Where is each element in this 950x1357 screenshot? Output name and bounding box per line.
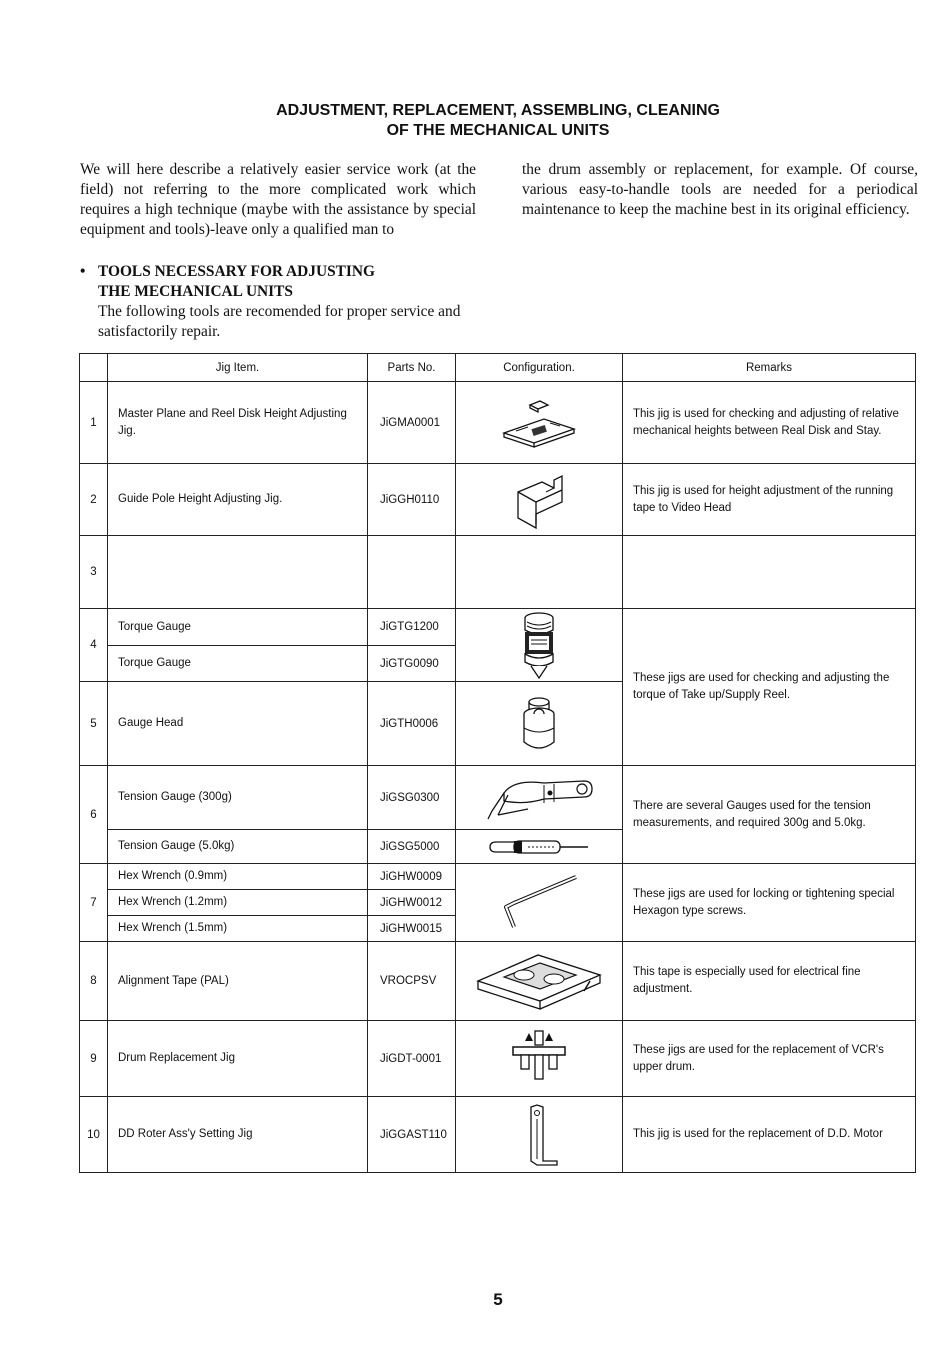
dd-roter-jig-icon xyxy=(517,1101,561,1169)
master-plane-jig-icon xyxy=(494,393,584,453)
parts-no: VROCPSV xyxy=(368,942,456,1021)
bullet: • xyxy=(80,263,86,280)
remarks: This jig is used for height adjustment of the running tape to Video Head xyxy=(623,464,916,536)
jig-item: Tension Gauge (5.0kg) xyxy=(108,830,368,864)
intro-right: the drum assembly or replacement, for example. Of course, various easy-to-handle tools are needed for a periodical maintenance to keep the machine best in its original efficiency. xyxy=(522,161,918,218)
table-row xyxy=(80,609,916,646)
tension-gauge-5kg-icon xyxy=(484,837,594,857)
tools-heading-1: TOOLS NECESSARY FOR ADJUSTING xyxy=(98,263,375,280)
parts-no: JiGHW0012 xyxy=(368,890,456,916)
jig-item: Drum Replacement Jig xyxy=(108,1021,368,1097)
guide-pole-jig-icon xyxy=(504,470,574,530)
row-number: 1 xyxy=(80,382,108,464)
table-row xyxy=(80,864,916,890)
alignment-tape-icon xyxy=(474,951,604,1011)
table-row xyxy=(80,536,916,609)
jig-item: Torque Gauge xyxy=(108,609,368,646)
jig-item: DD Roter Ass'y Setting Jig xyxy=(108,1097,368,1173)
configuration xyxy=(456,682,623,766)
parts-no: JiGTG0090 xyxy=(368,646,456,682)
tools-heading-2: THE MECHANICAL UNITS xyxy=(98,283,293,300)
remarks: This jig is used for the replacement of D.D. Motor xyxy=(623,1097,916,1173)
configuration xyxy=(456,766,623,830)
table-header xyxy=(80,354,916,382)
configuration xyxy=(456,382,623,464)
jig-item: Guide Pole Height Adjusting Jig. xyxy=(108,464,368,536)
configuration xyxy=(456,942,623,1021)
row-number: 10 xyxy=(80,1097,108,1173)
hex-wrench-icon xyxy=(494,873,584,933)
jig-item: Torque Gauge xyxy=(108,646,368,682)
tools-section xyxy=(80,262,480,342)
parts-no: JiGGAST110 xyxy=(368,1097,456,1173)
remarks: These jigs are used for the replacement of VCR's upper drum. xyxy=(623,1021,916,1097)
jig-item: Hex Wrench (0.9mm) xyxy=(108,864,368,890)
jig-item xyxy=(108,536,368,609)
row-number: 7 xyxy=(80,864,108,942)
parts-no: JiGHW0015 xyxy=(368,916,456,942)
parts-no: JiGMA0001 xyxy=(368,382,456,464)
remarks xyxy=(623,536,916,609)
parts-no: JiGTG1200 xyxy=(368,609,456,646)
row-number: 4 xyxy=(80,609,108,682)
header-config: Configuration. xyxy=(456,354,623,382)
page-number: 5 xyxy=(493,1290,503,1309)
title-line-2: OF THE MECHANICAL UNITS xyxy=(386,122,610,139)
parts-no: JiGHW0009 xyxy=(368,864,456,890)
intro-left: We will here describe a relatively easier service work (at the field) not referring to the more complicated work which requires a high technique (maybe with the assistance by special equipment and tools)-leave only a qualified man to xyxy=(80,161,476,238)
row-number: 5 xyxy=(80,682,108,766)
row-number: 2 xyxy=(80,464,108,536)
parts-no: JiGSG0300 xyxy=(368,766,456,830)
parts-no: JiGGH0110 xyxy=(368,464,456,536)
table-row xyxy=(80,464,916,536)
configuration xyxy=(456,464,623,536)
jig-item: Alignment Tape (PAL) xyxy=(108,942,368,1021)
header-remarks: Remarks xyxy=(623,354,916,382)
header-item: Jig Item. xyxy=(108,354,368,382)
parts-no: JiGDT-0001 xyxy=(368,1021,456,1097)
tools-table xyxy=(79,353,916,1173)
header-num xyxy=(80,354,108,382)
jig-item: Tension Gauge (300g) xyxy=(108,766,368,830)
remarks: There are several Gauges used for the tension measurements, and required 300g and 5.0kg. xyxy=(623,766,916,864)
drum-replacement-jig-icon xyxy=(509,1027,569,1091)
gauge-head-icon xyxy=(517,692,561,756)
remarks: This tape is especially used for electrical fine adjustment. xyxy=(623,942,916,1021)
table-row xyxy=(80,1097,916,1173)
configuration xyxy=(456,830,623,864)
jig-item: Hex Wrench (1.2mm) xyxy=(108,890,368,916)
table-row xyxy=(80,1021,916,1097)
torque-gauge-icon xyxy=(519,610,559,680)
parts-no: JiGTH0006 xyxy=(368,682,456,766)
tools-text: The following tools are recomended for proper service and satisfactorily repair. xyxy=(98,303,461,340)
configuration xyxy=(456,1097,623,1173)
jig-item: Hex Wrench (1.5mm) xyxy=(108,916,368,942)
parts-no: JiGSG5000 xyxy=(368,830,456,864)
row-number: 9 xyxy=(80,1021,108,1097)
remarks: This jig is used for checking and adjusting of relative mechanical heights between Real Disk and Stay. xyxy=(623,382,916,464)
configuration xyxy=(456,864,623,942)
page-title xyxy=(0,101,950,141)
header-parts: Parts No. xyxy=(368,354,456,382)
configuration xyxy=(456,1021,623,1097)
table-row xyxy=(80,766,916,830)
configuration xyxy=(456,536,623,609)
remarks: These jigs are used for checking and adjusting the torque of Take up/Supply Reel. xyxy=(623,609,916,766)
configuration xyxy=(456,609,623,682)
tension-gauge-300g-icon xyxy=(484,773,594,823)
row-number: 8 xyxy=(80,942,108,1021)
remarks: These jigs are used for locking or tightening special Hexagon type screws. xyxy=(623,864,916,942)
title-line-1: ADJUSTMENT, REPLACEMENT, ASSEMBLING, CLEANING xyxy=(276,102,720,119)
table-row xyxy=(80,942,916,1021)
jig-item: Master Plane and Reel Disk Height Adjusting Jig. xyxy=(108,382,368,464)
parts-no xyxy=(368,536,456,609)
jig-item: Gauge Head xyxy=(108,682,368,766)
row-number: 6 xyxy=(80,766,108,864)
row-number: 3 xyxy=(80,536,108,609)
table-row xyxy=(80,382,916,464)
